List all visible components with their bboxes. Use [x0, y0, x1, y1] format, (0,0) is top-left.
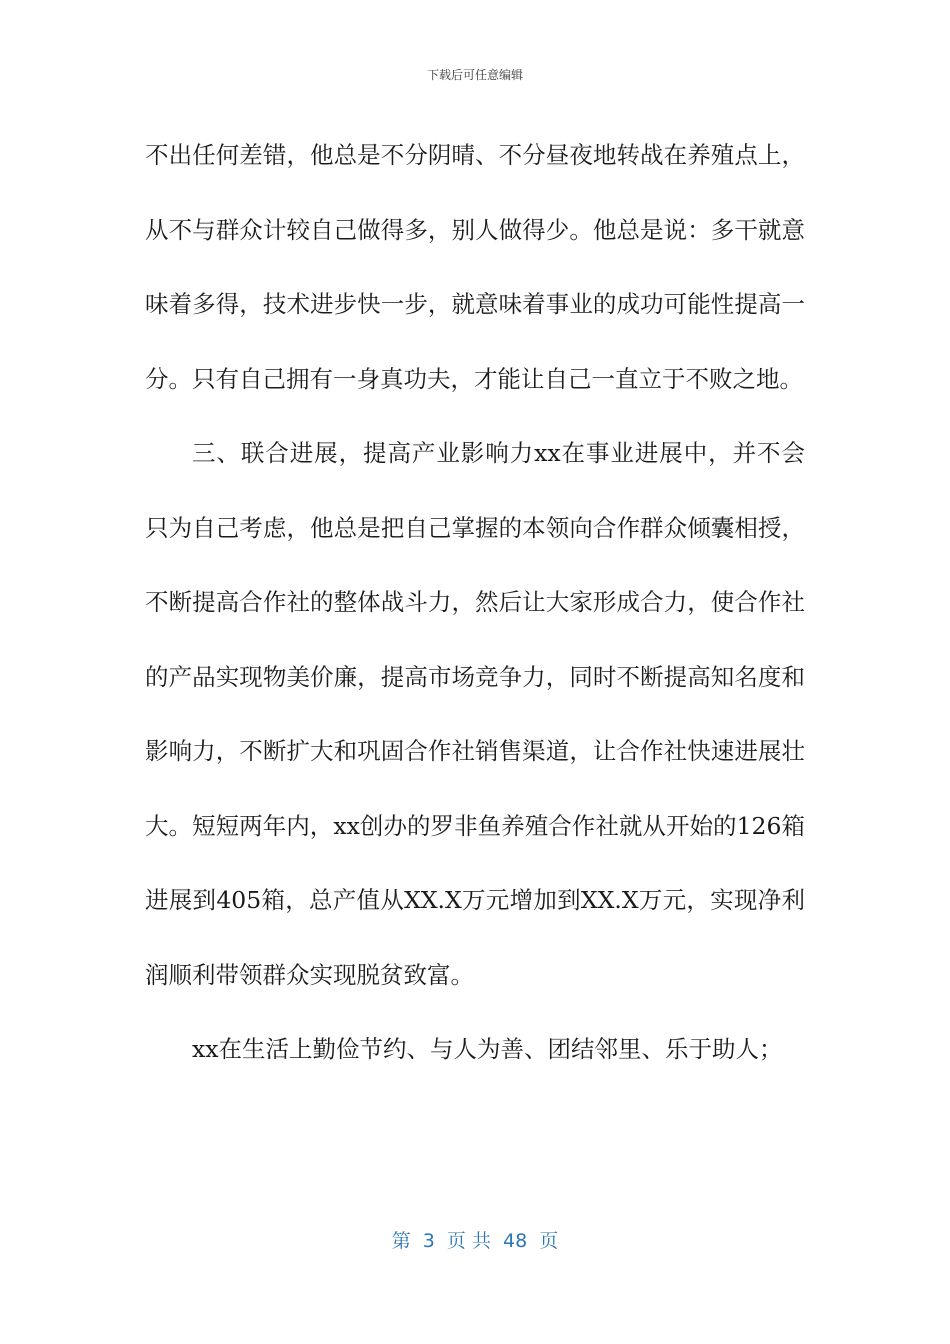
- page-number-footer: 第 3 页 共 48 页: [391, 1230, 559, 1252]
- paragraph-3: xx在生活上勤俭节约、与人为善、团结邻里、乐于助人；: [192, 1035, 783, 1063]
- document-body: [145, 118, 805, 1087]
- paragraph-2: 三、联合进展，提高产业影响力xx在事业进展中，并不会只为自己考虑，他总是把自己掌握的本领向合作群众倾囊相授，不断提高合作社的整体战斗力，然后让大家形成合力，使合作社的产品实现物美价廉，提高市场竞争力，同时不断提高知名度和影响力，不断扩大和巩固合作社销售渠道，让合作社快速进展壮大。短短两年内，xx创办的罗非鱼养殖合作社就从开始的126箱进展到405箱，总产值从XX.X万元增加到XX.X万元，实现净利润顺利带领群众实现脱贫致富。: [145, 439, 805, 989]
- paragraph-1: 不出任何差错，他总是不分阴晴、不分昼夜地转战在养殖点上，从不与群众计较自己做得多，别人做得少。他总是说：多干就意味着多得，技术进步快一步，就意味着事业的成功可能性提高一分。只有自己拥有一身真功夫，才能让自己一直立于不败之地。: [145, 141, 805, 393]
- page-header: 下载后可任意编辑: [426, 68, 523, 82]
